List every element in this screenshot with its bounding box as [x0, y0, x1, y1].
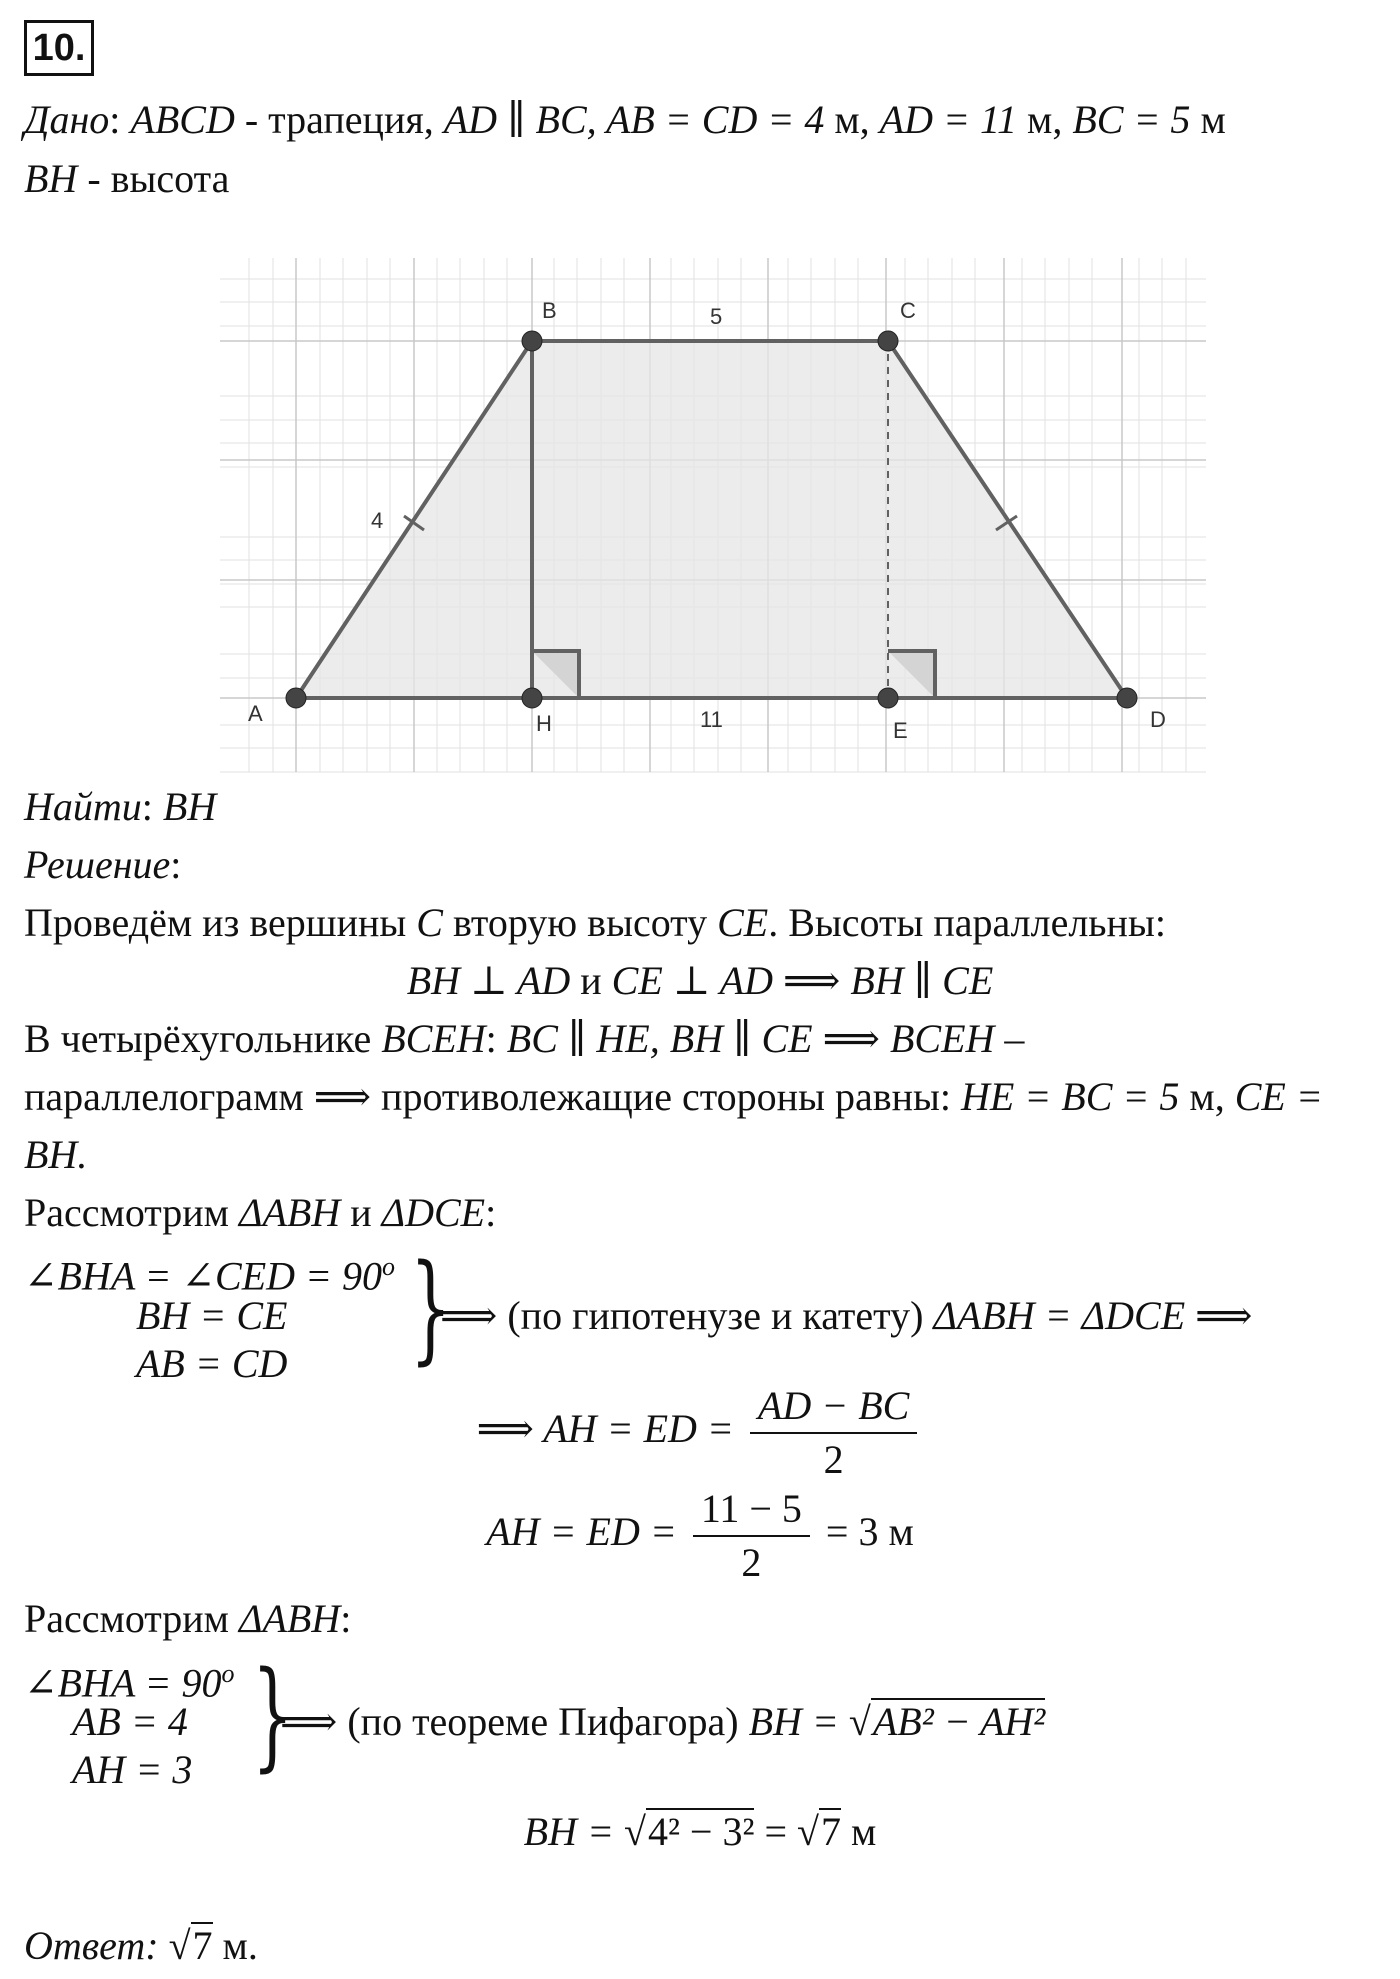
solution-paragraph-6: Рассмотрим ΔABH:	[24, 1596, 352, 1641]
find-line: Найти: BH	[24, 784, 217, 829]
point-h	[522, 688, 542, 708]
equation-ah-ed-formula: ⟹ AH = ED = $\frac{AD - BC}{2}$	[0, 1380, 1400, 1486]
point-d	[1117, 688, 1137, 708]
label-b: B	[542, 298, 557, 323]
system2-line3: AH = 3	[72, 1747, 193, 1792]
equation-bh-value: BH = √4² − 3² = √7 м	[523, 1809, 877, 1854]
system1-brace: }	[410, 1238, 452, 1376]
given-line-1: Дано: ABCD - трапеция, AD ∥ BC, AB = CD = 4 м, AD = 11 м, BC = 5 м	[24, 97, 1226, 142]
system2-brace: }	[252, 1645, 294, 1783]
fraction-ad-bc: $\frac{AD - BC}{2}$	[750, 1380, 917, 1486]
find-label: Найти	[24, 784, 142, 829]
system1-line1: ∠BHA = ∠CED = $90^o$	[24, 1252, 396, 1299]
point-b	[522, 331, 542, 351]
system1-line3: AB = CD	[136, 1341, 288, 1386]
label-d: D	[1150, 707, 1166, 732]
problem-number: 10.	[24, 20, 94, 76]
sqrt-4-3: 4² − 3²	[647, 1809, 755, 1854]
solution-paragraph-1: Проведём из вершины C вторую высоту CE. Высоты параллельны:	[24, 900, 1166, 945]
label-ab-length: 4	[371, 508, 384, 533]
sqrt-7: 7	[821, 1809, 841, 1854]
label-e: E	[893, 718, 908, 743]
solution-label: Решение	[24, 842, 171, 887]
point-c	[878, 331, 898, 351]
solution-label-line: Решение:	[24, 842, 182, 887]
label-h: H	[536, 711, 552, 736]
trapezoid-fill	[296, 341, 1127, 698]
solution-paragraph-3: параллелограмм ⟹ противолежащие стороны равны: HE = BC = 5 м, CE =	[24, 1074, 1323, 1119]
point-a	[286, 688, 306, 708]
label-c: C	[900, 298, 916, 323]
answer-line: Ответ: √7 м.	[24, 1923, 258, 1968]
system2-line2: AB = 4	[72, 1699, 188, 1744]
fraction-11-5: $\frac{11 - 5}{2}$	[693, 1483, 810, 1589]
solution-paragraph-5: Рассмотрим ΔABH и ΔDCE:	[24, 1190, 497, 1235]
system2-line1: ∠BHA = $90^o$	[24, 1659, 235, 1706]
system1-line2: BH = CE	[136, 1293, 288, 1338]
solution-paragraph-4: BH.	[24, 1132, 88, 1177]
point-e	[878, 688, 898, 708]
solution-paragraph-2: В четырёхугольнике BCEH: BC ∥ HE, BH ∥ CE ⟹ BCEH –	[24, 1016, 1025, 1061]
system1-result: ⟹ (по гипотенузе и катету) ΔABH = ΔDCE ⟹	[440, 1293, 1253, 1338]
equation-ah-ed-value: AH = ED = $\frac{11 - 5}{2}$ = 3 м	[0, 1483, 1400, 1589]
answer-sqrt: 7	[192, 1923, 213, 1968]
equation-heights-parallel: BH ⊥ AD и CE ⊥ AD ⟹ BH ∥ CE	[406, 958, 994, 1003]
sqrt-ab-ah: AB² − AH²	[872, 1699, 1046, 1744]
trapezoid-figure	[220, 255, 1210, 775]
label-bc-length: 5	[710, 304, 723, 329]
label-ad-length: 11	[700, 707, 723, 732]
label-a: A	[248, 701, 263, 726]
system2-result: ⟹ (по теореме Пифагора) BH = √AB² − AH²	[280, 1699, 1046, 1744]
given-line-2: BH - высота	[24, 156, 230, 201]
given-label: Дано	[24, 97, 110, 142]
answer-label: Ответ:	[24, 1923, 159, 1968]
